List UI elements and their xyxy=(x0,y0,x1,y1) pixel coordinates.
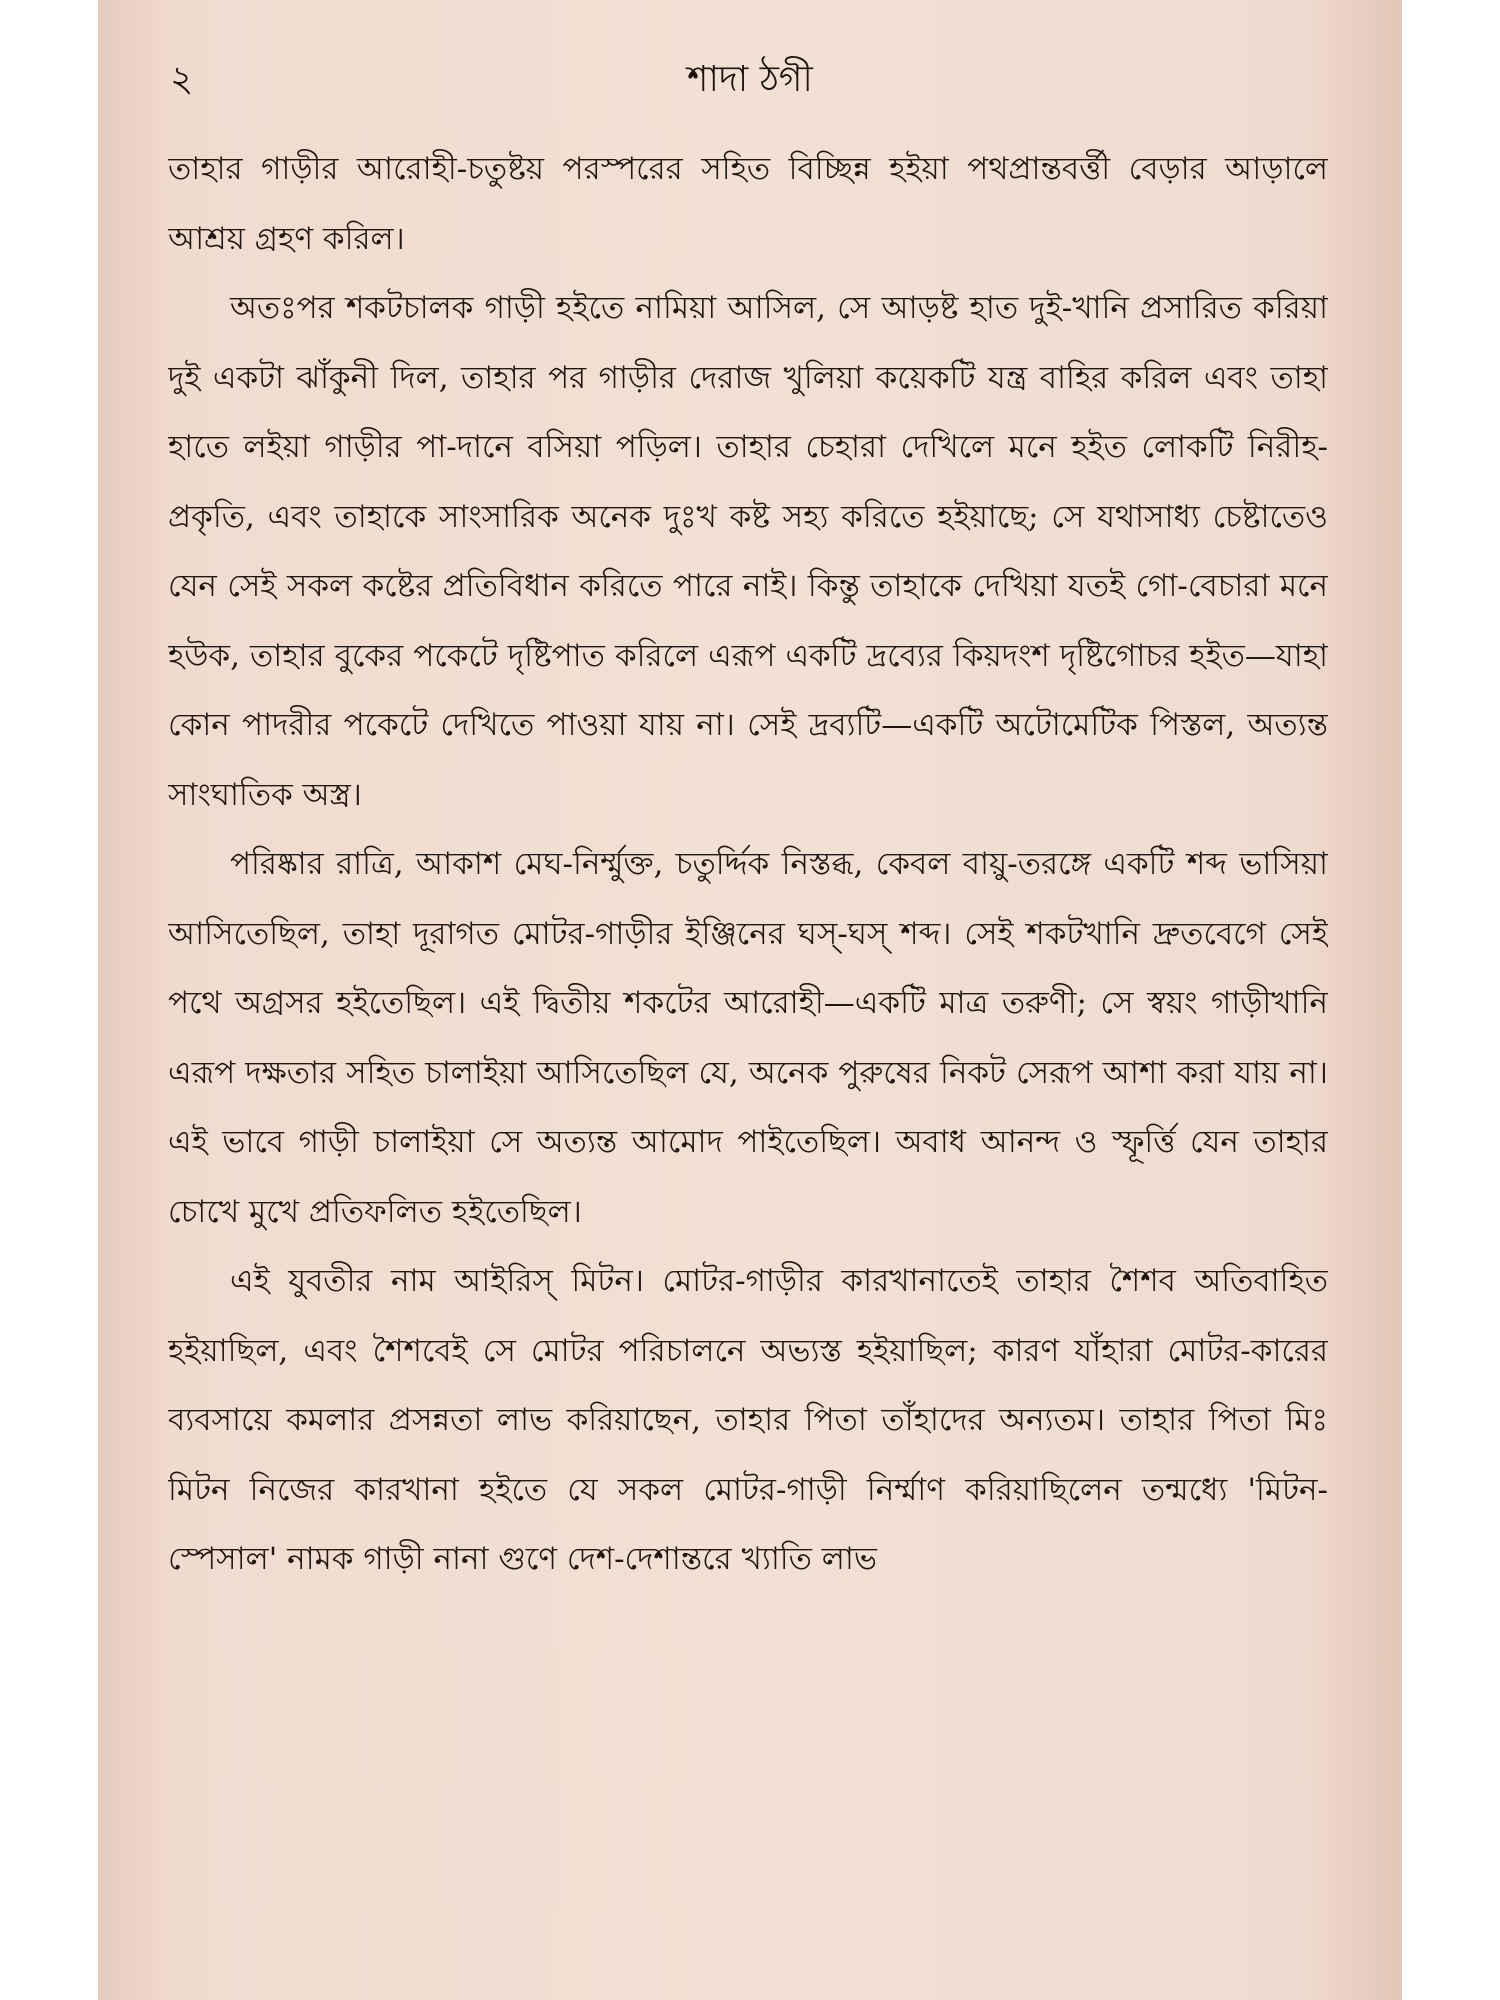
page-number: ২ xyxy=(170,59,194,100)
paragraph: অতঃপর শকটচালক গাড়ী হইতে নামিয়া আসিল, সে আড়ষ্ট হাত দুই-খানি প্রসারিত করিয়া দুই একটা ঝাঁকুনী দিল, তাহার পর গাড়ীর দেরাজ খুলিয়া কয়েকটি যন্ত্র বাহির করিল এবং তাহা হাতে লইয়া গাড়ীর পা-দানে বসিয়া পড়িল। তাহার চেহারা দেখিলে মনে হইত লোকটি নিরীহ-প্রকৃতি, এবং তাহাকে সাংসারিক অনেক দুঃখ কষ্ট সহ্য করিতে হইয়াছে; সে যথাসাধ্য চেষ্টাতেও যেন সেই সকল কষ্টের প্রতিবিধান করিতে পারে নাই। কিন্তু তাহাকে দেখিয়া যতই গো-বেচারা মনে হউক, তাহার বুকের পকেটে দৃষ্টিপাত করিলে এরূপ একটি দ্রব্যের কিয়দংশ দৃষ্টিগোচর হইত—যাহা কোন পাদরীর পকেটে দেখিতে পাওয়া যায় না। সেই দ্রব্যটি—একটি অটোমেটিক পিস্তল, অত্যন্ত সাংঘাতিক অস্ত্র। xyxy=(168,290,1328,813)
paragraph: পরিষ্কার রাত্রি, আকাশ মেঘ-নির্ম্মুক্ত, চতুর্দ্দিক নিস্তব্ধ, কেবল বায়ু-তরঙ্গে একটি শব্দ ভাসিয়া আসিতেছিল, তাহা দূরাগত মোটর-গাড়ীর ইঞ্জিনের ঘস্-ঘস্ শব্দ। সেই শকটখানি দ্রুতবেগে সেই পথে অগ্রসর হইতেছিল। এই দ্বিতীয় শকটের আরোহী—একটি মাত্র তরুণী; সে স্বয়ং গাড়ীখানি এরূপ দক্ষতার সহিত চালাইয়া আসিতেছিল যে, অনেক পুরুষের নিকট সেরূপ আশা করা যায় না। এই ভাবে গাড়ী চালাইয়া সে অত্যন্ত আমোদ পাইতেছিল। অবাধ আনন্দ ও স্ফূর্ত্তি যেন তাহার চোখে মুখে প্রতিফলিত হইতেছিল। xyxy=(168,846,1328,1230)
body-text xyxy=(168,135,1328,1980)
book-page xyxy=(98,0,1402,2000)
running-title: শাদা ঠগী xyxy=(687,59,813,100)
paragraph-continued: তাহার গাড়ীর আরোহী-চতুষ্টয় পরস্পরের সহিত বিচ্ছিন্ন হইয়া পথপ্রান্তবর্ত্তী বেড়ার আড়ালে আশ্রয় গ্রহণ করিল। xyxy=(168,151,1328,257)
paragraph: এই যুবতীর নাম আইরিস্ মিটন। মোটর-গাড়ীর কারখানাতেই তাহার শৈশব অতিবাহিত হইয়াছিল, এবং শৈশবেই সে মোটর পরিচালনে অভ্যস্ত হইয়াছিল; কারণ যাঁহারা মোটর-কারের ব্যবসায়ে কমলার প্রসন্নতা লাভ করিয়াছেন, তাহার পিতা তাঁহাদের অন্যতম। তাহার পিতা মিঃ মিটন নিজের কারখানা হইতে যে সকল মোটর-গাড়ী নির্ম্মাণ করিয়াছিলেন তন্মধ্যে 'মিটন-স্পেসাল' নামক গাড়ী নানা গুণে দেশ-দেশান্তরে খ্যাতি লাভ xyxy=(168,1263,1328,1577)
page-header xyxy=(98,52,1402,112)
